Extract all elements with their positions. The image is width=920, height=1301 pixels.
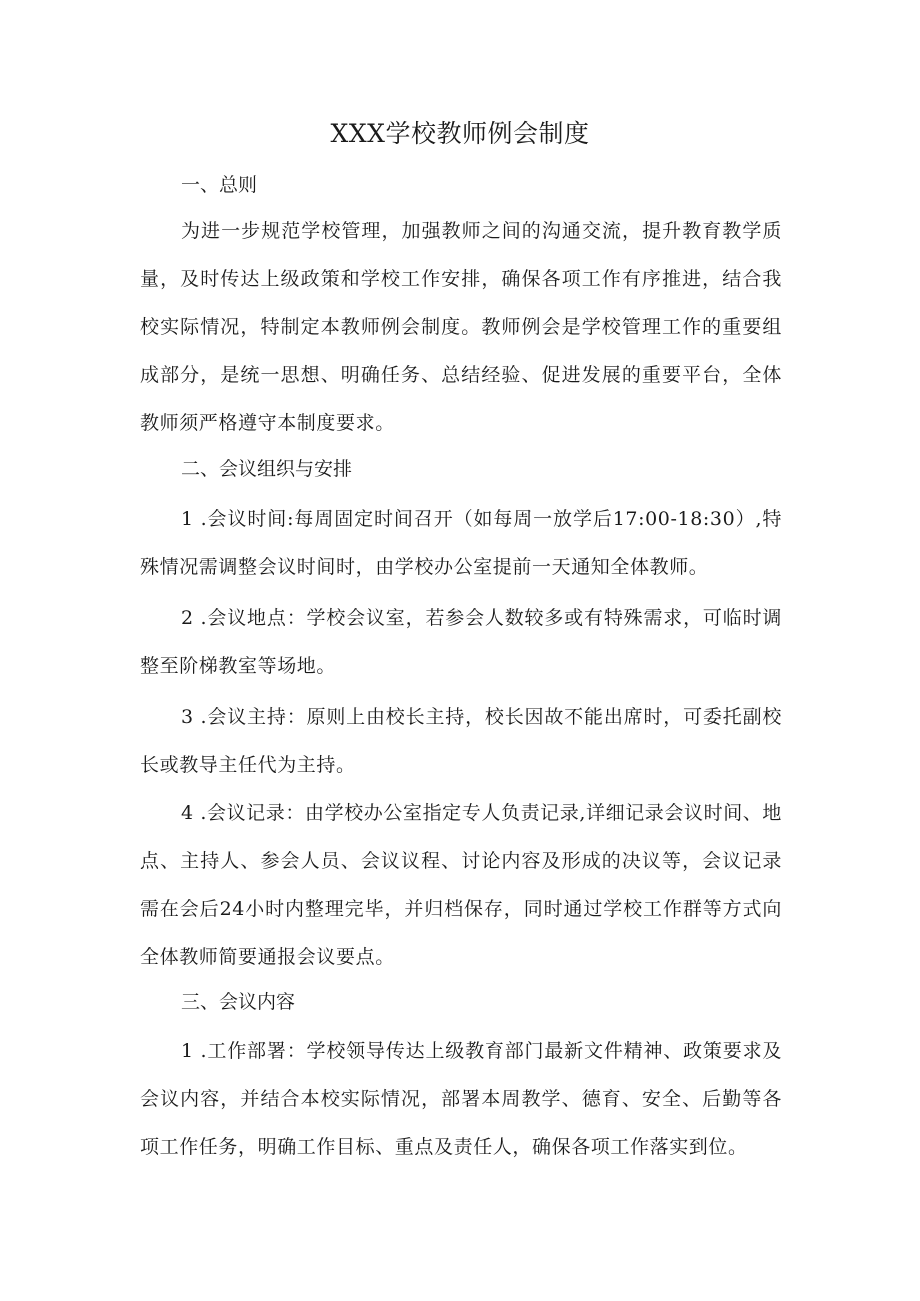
document-title: XXX学校教师例会制度	[330, 119, 590, 148]
section-heading-content: 三、会议内容	[181, 991, 296, 1013]
item-meeting-record: 4 .会议记录：由学校办公室指定专人负责记录,详细记录会议时间、地点、主持人、参会人员、会议议程、讨论内容及形成的决议等，会议记录需在会后24小时内整理完毕，并归档保存，同时通过学校工作群等方式向全体教师简要通报会议要点。	[140, 802, 783, 968]
item-meeting-host: 3 .会议主持：原则上由校长主持，校长因故不能出席时，可委托副校长或教导主任代为主持。	[140, 706, 782, 776]
section-heading-organization: 二、会议组织与安排	[181, 458, 353, 480]
item-meeting-location: 2 .会议地点：学校会议室，若参会人数较多或有特殊需求，可临时调整至阶梯教室等场地。	[140, 607, 782, 677]
paragraph-general: 为进一步规范学校管理，加强教师之间的沟通交流，提升教育教学质量，及时传达上级政策和学校工作安排，确保各项工作有序推进，结合我校实际情况，特制定本教师例会制度。教师例会是学校管理工作的重要组成部分，是统一思想、明确任务、总结经验、促进发展的重要平台，全体教师须严格遵守本制度要求。	[140, 220, 782, 434]
section-heading-general: 一、总则	[181, 174, 258, 196]
item-work-deployment: 1 .工作部署：学校领导传达上级教育部门最新文件精神、政策要求及会议内容，并结合本校实际情况，部署本周教学、德育、安全、后勤等各项工作任务，明确工作目标、重点及责任人，确保各项工作落实到位。	[140, 1040, 782, 1158]
item-meeting-time: 1 .会议时间:每周固定时间召开（如每周一放学后17:00-18:30）,特殊情况需调整会议时间时，由学校办公室提前一天通知全体教师。	[140, 508, 782, 578]
